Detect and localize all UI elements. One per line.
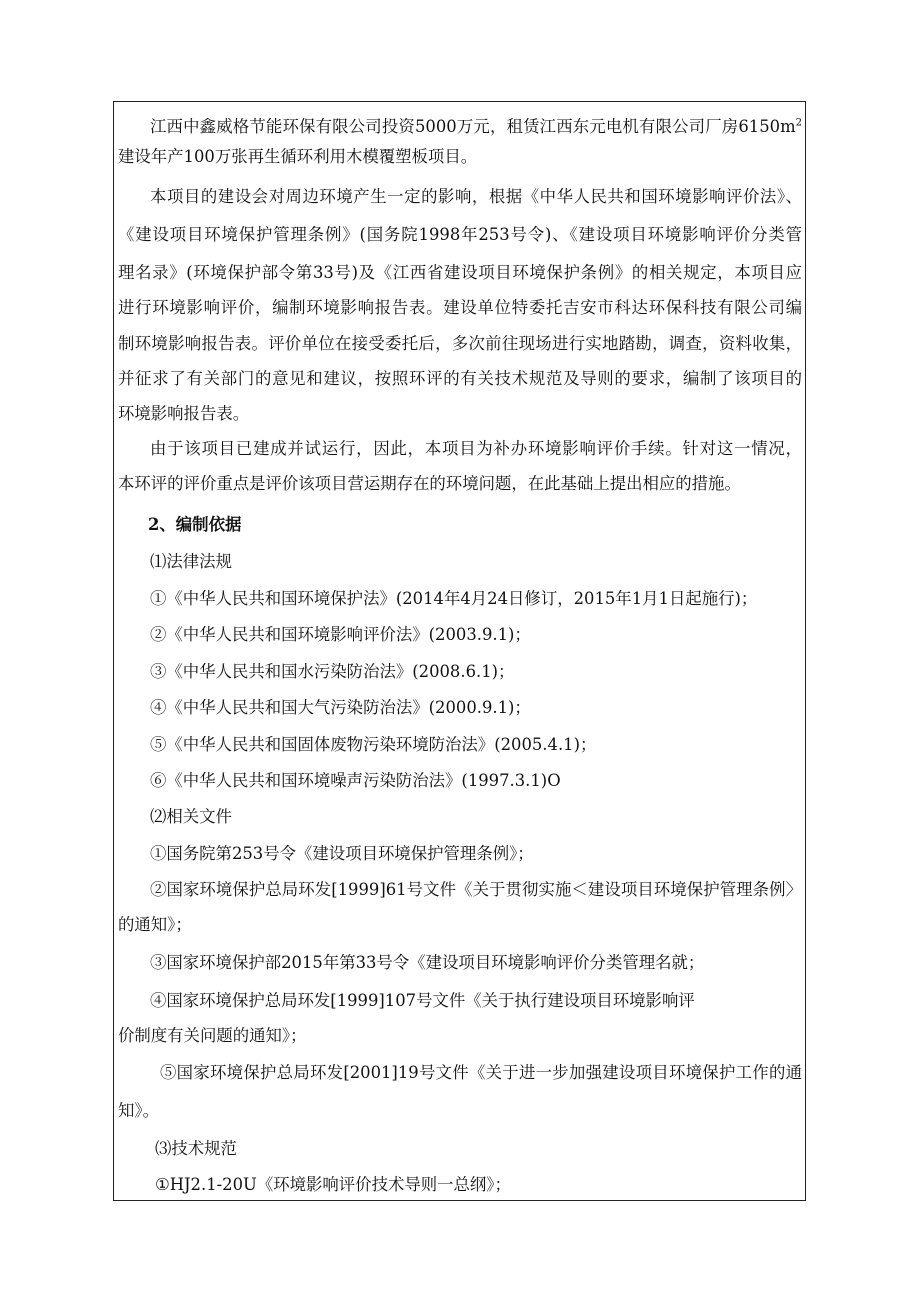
law-item: ③《中华人民共和国水污染防治法》(2008.6.1)； <box>150 662 515 681</box>
p2-line-5-text: 制环境影响报告表。评价单位在接受委托后，多次前往现场进行实地踏勘，调查，资料收集， <box>118 334 802 353</box>
intro-text: 江西中鑫威格节能环保有限公司投资5000万元，租赁江西东元电机有限公司厂房6150m <box>150 117 796 136</box>
p3-line-1 <box>150 438 802 460</box>
section-heading: 2、编制依据 <box>148 515 242 534</box>
p2-line-6 <box>118 368 802 390</box>
p2-line-5 <box>118 333 802 355</box>
p2-line-7: 环境影响报告表。 <box>118 404 250 423</box>
intro-line-1 <box>150 116 802 138</box>
document-item-5-text: ⑤国家环境保护总局环发[2001]19号文件《关于进一步加强建设项目环境保护工作的通 <box>160 1063 802 1082</box>
document-item-5-line-1 <box>160 1062 802 1084</box>
p2-line-3-text: 理名录》(环境保护部令第33号)及《江西省建设项目环境保护条例》的相关规定，本项目应 <box>118 263 802 282</box>
p2-line-3 <box>118 262 802 284</box>
p2-line-6-text: 并征求了有关部门的意见和建议，按照环评的有关技术规范及导则的要求，编制了该项目的 <box>118 369 802 388</box>
subsection-technical: ⑶技术规范 <box>155 1139 237 1158</box>
subsection-documents: ⑵相关文件 <box>150 807 232 826</box>
p3-line-2: 本环评的评价重点是评价该项目营运期存在的环境问题，在此基础上提出相应的措施。 <box>118 474 741 493</box>
p2-line-1-text: 本项目的建设会对周边环境产生一定的影响，根据《中华人民共和国环境影响评价法》、 <box>150 187 802 206</box>
p2-line-2 <box>118 224 802 246</box>
technical-item-1: ①HJ2.1-20U《环境影响评价技术导则一总纲》； <box>155 1175 511 1194</box>
p2-line-4 <box>118 297 802 319</box>
superscript: 2 <box>795 117 802 129</box>
document-item-2-line-1 <box>150 879 802 901</box>
law-item: ④《中华人民共和国大气污染防治法》(2000.9.1)； <box>150 698 531 717</box>
intro-line-2: 建设年产100万张再生循环利用木模覆塑板项目。 <box>118 147 478 166</box>
document-item-1: ①国务院第253号令《建设项目环境保护管理条例》； <box>150 844 534 863</box>
p2-line-2-text: 《建设项目环境保护管理条例》(国务院1998年253号令)、《建设项目环境影响评价分类管 <box>118 225 802 244</box>
law-item: ⑤《中华人民共和国固体废物污染环境防治法》(2005.4.1)； <box>150 735 597 754</box>
document-item-4-line-1: ④国家环境保护总局环发[1999]107号文件《关于执行建设项目环境影响评 <box>150 991 695 1010</box>
law-item: ②《中华人民共和国环境影响评价法》(2003.9.1)； <box>150 625 531 644</box>
document-item-2-line-2: 的通知》； <box>118 915 192 934</box>
document-item-3: ③国家环境保护部2015年第33号令《建设项目环境影响评价分类管理名就； <box>150 953 705 972</box>
p3-line-1-text: 由于该项目已建成并试运行，因此，本项目为补办环境影响评价手续。针对这一情况， <box>150 439 802 458</box>
law-item: ①《中华人民共和国环境保护法》(2014年4月24日修订，2015年1月1日起施行)； <box>150 589 758 608</box>
p2-line-4-text: 进行环境影响评价，编制环境影响报告表。建设单位特委托吉安市科达环保科技有限公司编 <box>118 298 802 317</box>
p2-line-1 <box>150 186 802 208</box>
document-item-2-text: ②国家环境保护总局环发[1999]61号文件《关于贯彻实施＜建设项目环境保护管理条例〉 <box>150 880 802 899</box>
subsection-laws: ⑴法律法规 <box>150 552 232 571</box>
document-item-4-line-2: 价制度有关问题的通知》； <box>118 1026 307 1045</box>
law-item: ⑥《中华人民共和国环境噪声污染防治法》(1997.3.1)O <box>150 771 561 790</box>
document-item-5-line-2: 知》。 <box>118 1101 159 1120</box>
